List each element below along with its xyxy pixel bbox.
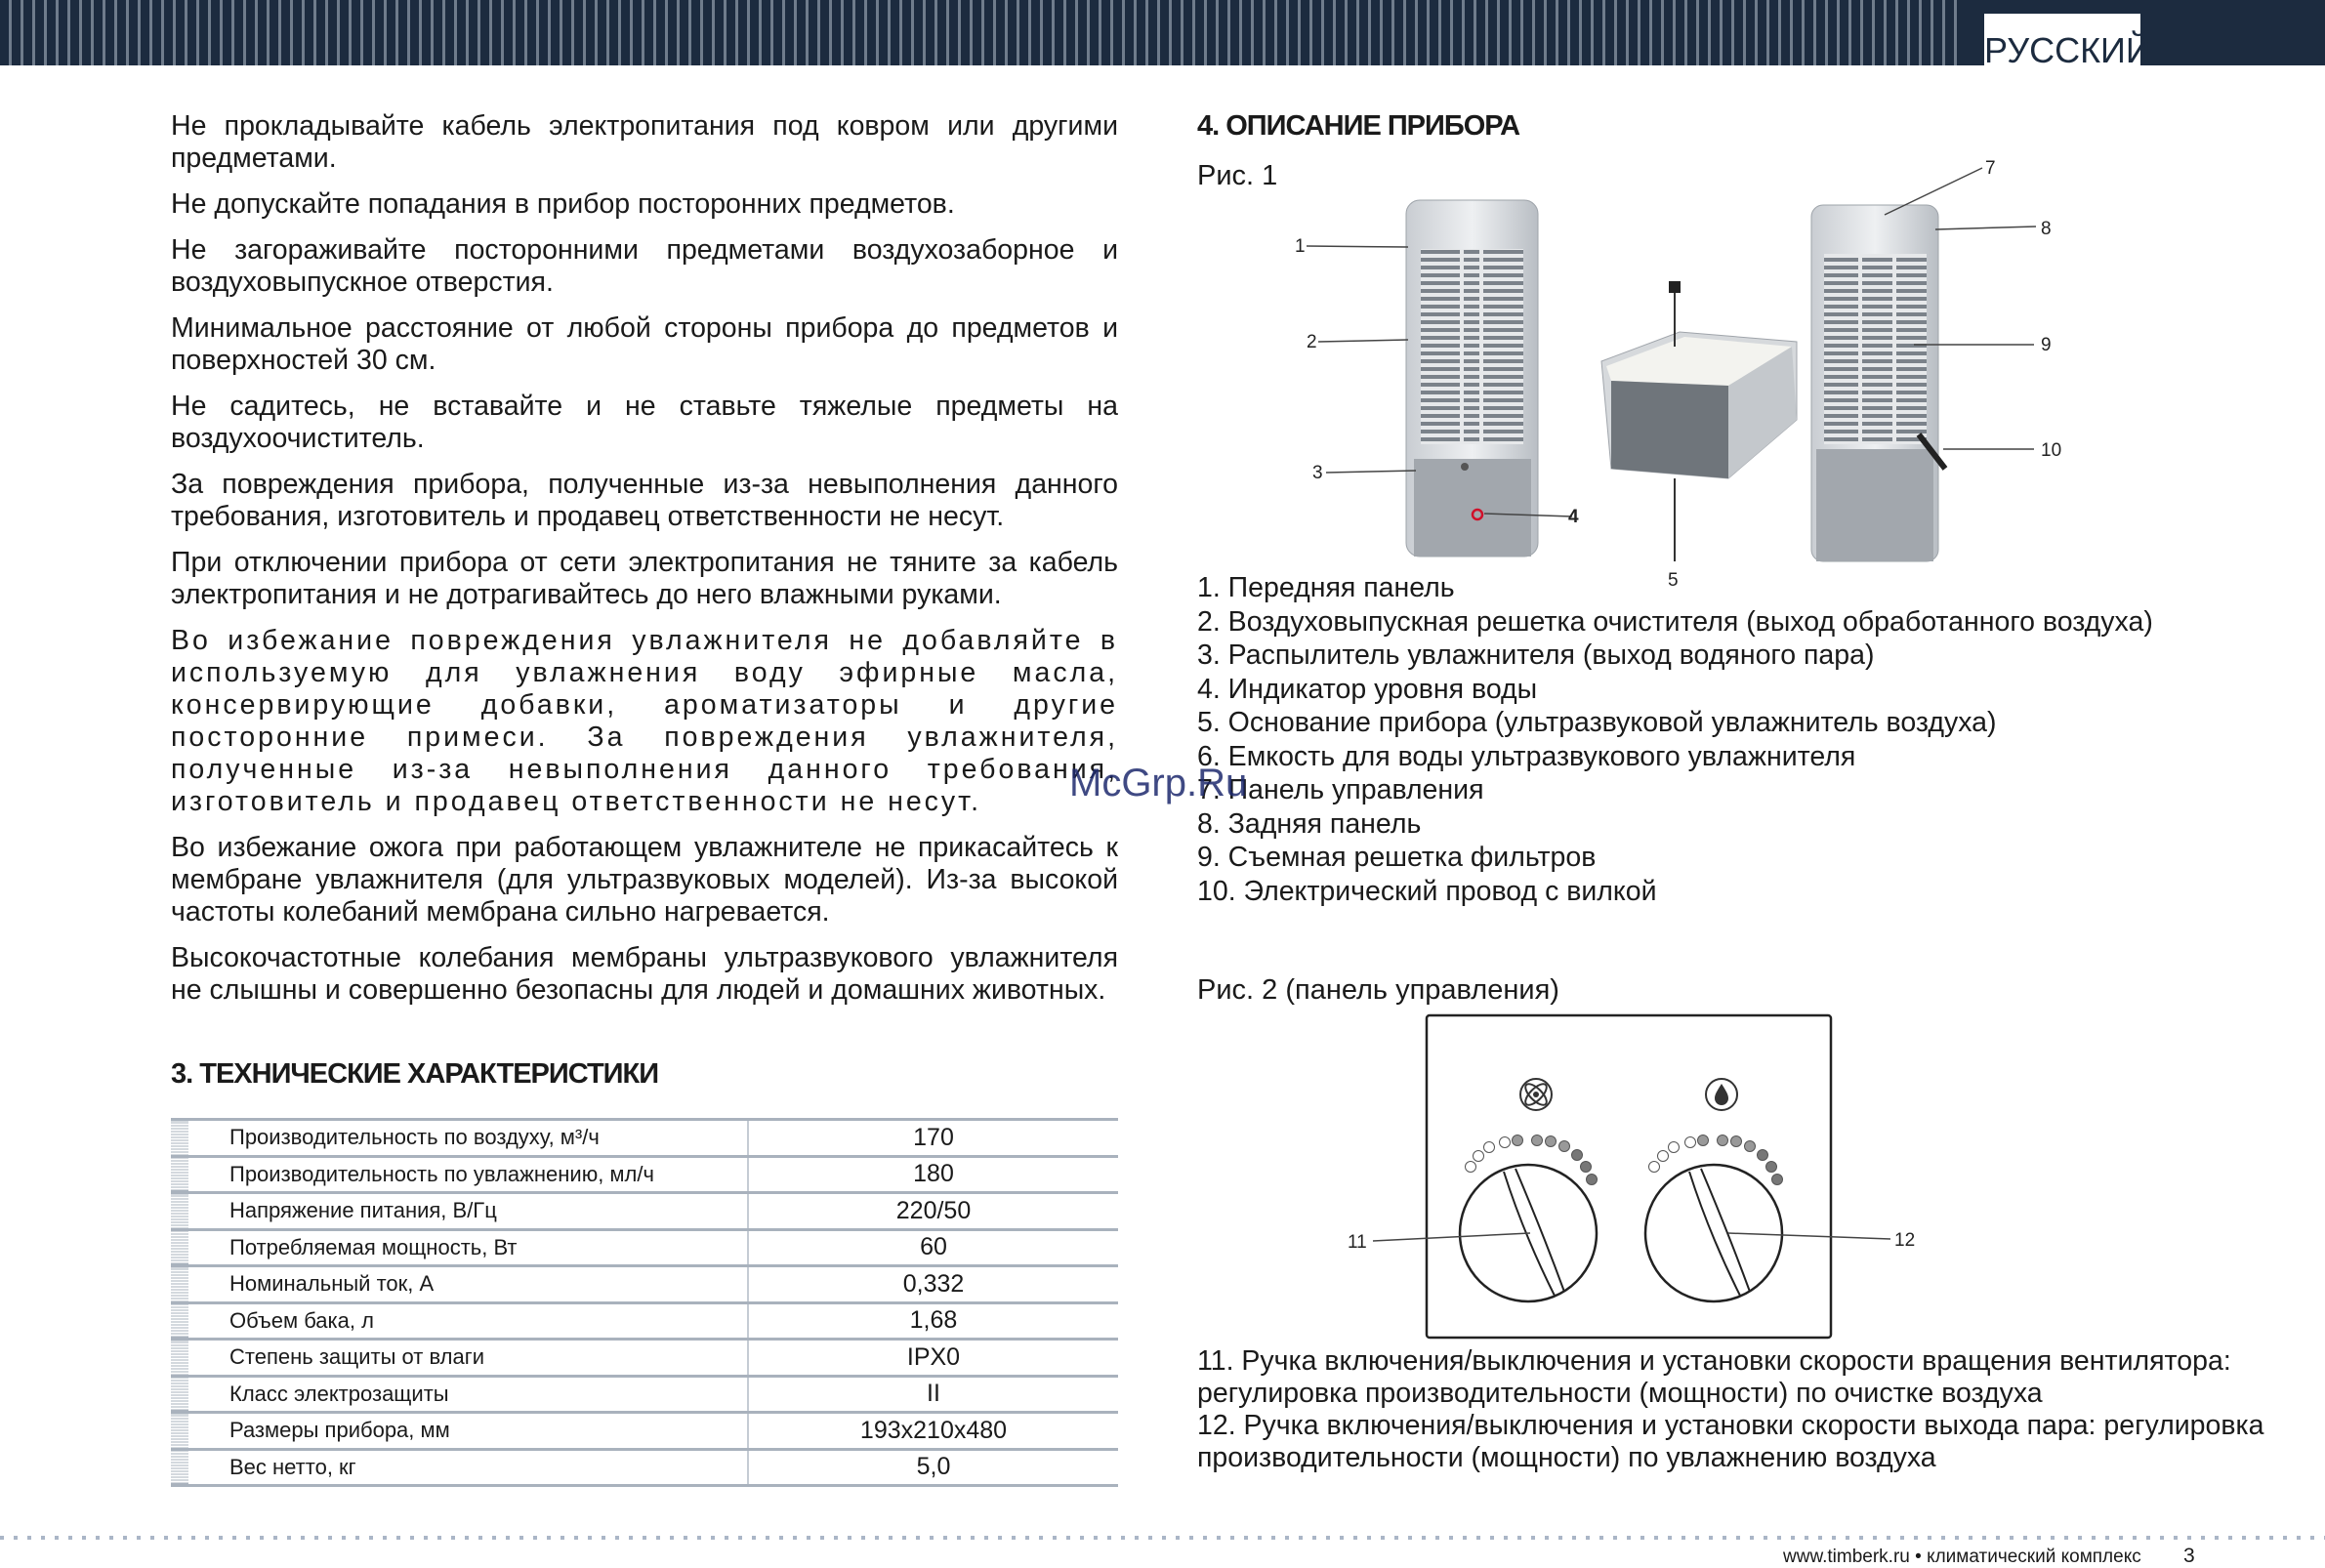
rear-unit-image	[1811, 205, 1945, 561]
list-item: 8. Задняя панель	[1197, 807, 1422, 840]
callout-4: 4	[1568, 507, 1579, 527]
spec-value: IPX0	[748, 1340, 1118, 1377]
paragraph: Во избежание повреждения увлажнителя не добавляйте в используемую для увлажнения воду эфирные масла, консервирующие добавки, ароматизаторы и другие посторонние примеси. За повреждения увлажнителя, полученные из-за невыполнения данного требования, изготовитель и продавец ответственности не несут.	[171, 625, 1118, 817]
list-item: 3. Распылитель увлажнителя (выход водяного пара)	[1197, 640, 1875, 671]
spec-value: 193x210x480	[748, 1413, 1118, 1450]
spec-value: 180	[748, 1156, 1118, 1193]
list-item: 4. Индикатор уровня воды	[1197, 673, 1538, 705]
figure-2-caption: Рис. 2 (панель управления)	[1197, 974, 1559, 1006]
safety-text-column	[171, 110, 1118, 1020]
paragraph: Во избежание ожога при работающем увлажнителе не прикасайтесь к мембране увлажнителя (для ультразвуковых моделей). Из-за высокой частоты колебаний мембрана сильно нагревается.	[171, 832, 1118, 928]
spec-value: 5,0	[748, 1449, 1118, 1486]
spec-label: Напряжение питания, В/Гц	[171, 1193, 748, 1230]
table-row	[171, 1120, 1118, 1157]
parts-list	[1197, 571, 2281, 908]
spec-label: Объем бака, л	[171, 1302, 748, 1340]
figure-1-device-illustration	[1269, 156, 2109, 596]
header-stripes	[0, 0, 1963, 65]
paragraph: Не загораживайте посторонними предметами воздухозаборное и воздуховыпускное отверстия.	[171, 234, 1118, 298]
footer-dotted-divider	[0, 1536, 2325, 1540]
spec-label: Потребляемая мощность, Вт	[171, 1229, 748, 1266]
table-row	[171, 1193, 1118, 1230]
callout-5: 5	[1668, 570, 1679, 591]
footer-text: www.timberk.ru • климатический комплекс	[1783, 1547, 2141, 1567]
paragraph: Минимальное расстояние от любой стороны прибора до предметов и поверхностей 30 см.	[171, 312, 1118, 376]
callout-2: 2	[1307, 332, 1317, 352]
list-item: 12. Ручка включения/выключения и установки скорости выхода пара: регулировка производительности (мощности) по увлажнению воздуха	[1197, 1410, 2264, 1473]
callout-1: 1	[1295, 236, 1306, 257]
paragraph: Не прокладывайте кабель электропитания под ковром или другими предметами.	[171, 110, 1118, 174]
front-unit-image	[1406, 200, 1538, 557]
table-row	[171, 1340, 1118, 1377]
spec-label: Размеры прибора, мм	[171, 1413, 748, 1450]
list-item: 1. Передняя панель	[1197, 572, 1455, 603]
table-row	[171, 1302, 1118, 1340]
callout-7: 7	[1985, 158, 1996, 179]
list-item: 9. Съемная решетка фильтров	[1197, 842, 1597, 873]
callout-10: 10	[2041, 440, 2062, 461]
list-item: 5. Основание прибора (ультразвуковой увлажнитель воздуха)	[1197, 707, 1997, 738]
table-row	[171, 1266, 1118, 1303]
spec-value: 0,332	[748, 1266, 1118, 1303]
list-item: 2. Воздуховыпускная решетка очистителя (выход обработанного воздуха)	[1197, 605, 2153, 638]
spec-label: Вес нетто, кг	[171, 1449, 748, 1486]
figure-1-caption: Рис. 1	[1197, 160, 1278, 191]
spec-value: II	[748, 1376, 1118, 1413]
paragraph: При отключении прибора от сети электропитания не тяните за кабель электропитания и не дотрагивайтесь до него влажными руками.	[171, 547, 1118, 610]
callout-8: 8	[2041, 219, 2052, 239]
paragraph: Не садитесь, не вставайте и не ставьте тяжелые предметы на воздухоочиститель.	[171, 391, 1118, 454]
table-row	[171, 1449, 1118, 1486]
spec-label: Производительность по воздуху, м³/ч	[171, 1120, 748, 1157]
paragraph: Не допускайте попадания в прибор посторонних предметов.	[171, 188, 955, 220]
table-row	[171, 1413, 1118, 1450]
language-label: РУССКИЙ	[1984, 14, 2140, 65]
controls-list	[1197, 1345, 2281, 1474]
figure-2-control-panel	[1338, 1011, 1924, 1342]
spec-label: Производительность по увлажнению, мл/ч	[171, 1156, 748, 1193]
description-heading: 4. ОПИСАНИЕ ПРИБОРА	[1197, 110, 1520, 142]
page-number: 3	[2183, 1545, 2195, 1567]
list-item: 6. Емкость для воды ультразвукового увлажнителя	[1197, 740, 1856, 772]
spec-value: 220/50	[748, 1193, 1118, 1230]
spec-label: Степень защиты от влаги	[171, 1340, 748, 1377]
table-row	[171, 1156, 1118, 1193]
table-row	[171, 1376, 1118, 1413]
list-item: 10. Электрический провод с вилкой	[1197, 875, 1657, 907]
list-item: 11. Ручка включения/выключения и установки скорости вращения вентилятора: регулировка производительности (мощности) по очистке воздуха	[1197, 1345, 2231, 1409]
paragraph: За повреждения прибора, полученные из-за невыполнения данного требования, изготовитель и продавец ответственности не несут.	[171, 469, 1118, 532]
spec-label: Класс электрозащиты	[171, 1376, 748, 1413]
spec-value: 1,68	[748, 1302, 1118, 1340]
humidifier-tank-image	[1601, 332, 1797, 478]
paragraph: Высокочастотные колебания мембраны ультразвукового увлажнителя не слышны и совершенно безопасны для людей и домашних животных.	[171, 942, 1118, 1006]
spec-value: 60	[748, 1229, 1118, 1266]
steam-knob	[1645, 1165, 1782, 1301]
specs-heading: 3. ТЕХНИЧЕСКИЕ ХАРАКТЕРИСТИКИ	[171, 1058, 659, 1090]
header-bar	[0, 0, 2325, 65]
spec-label: Номинальный ток, А	[171, 1266, 748, 1303]
list-item: 7. Панель управления	[1197, 774, 1484, 805]
spec-value: 170	[748, 1120, 1118, 1157]
specs-table	[171, 1118, 1118, 1487]
watermark: McGrp.Ru	[1069, 762, 1248, 805]
callout-12: 12	[1894, 1230, 1916, 1251]
table-row	[171, 1229, 1118, 1266]
callout-9: 9	[2041, 335, 2052, 355]
callout-11: 11	[1348, 1232, 1367, 1253]
callout-3: 3	[1312, 463, 1323, 483]
